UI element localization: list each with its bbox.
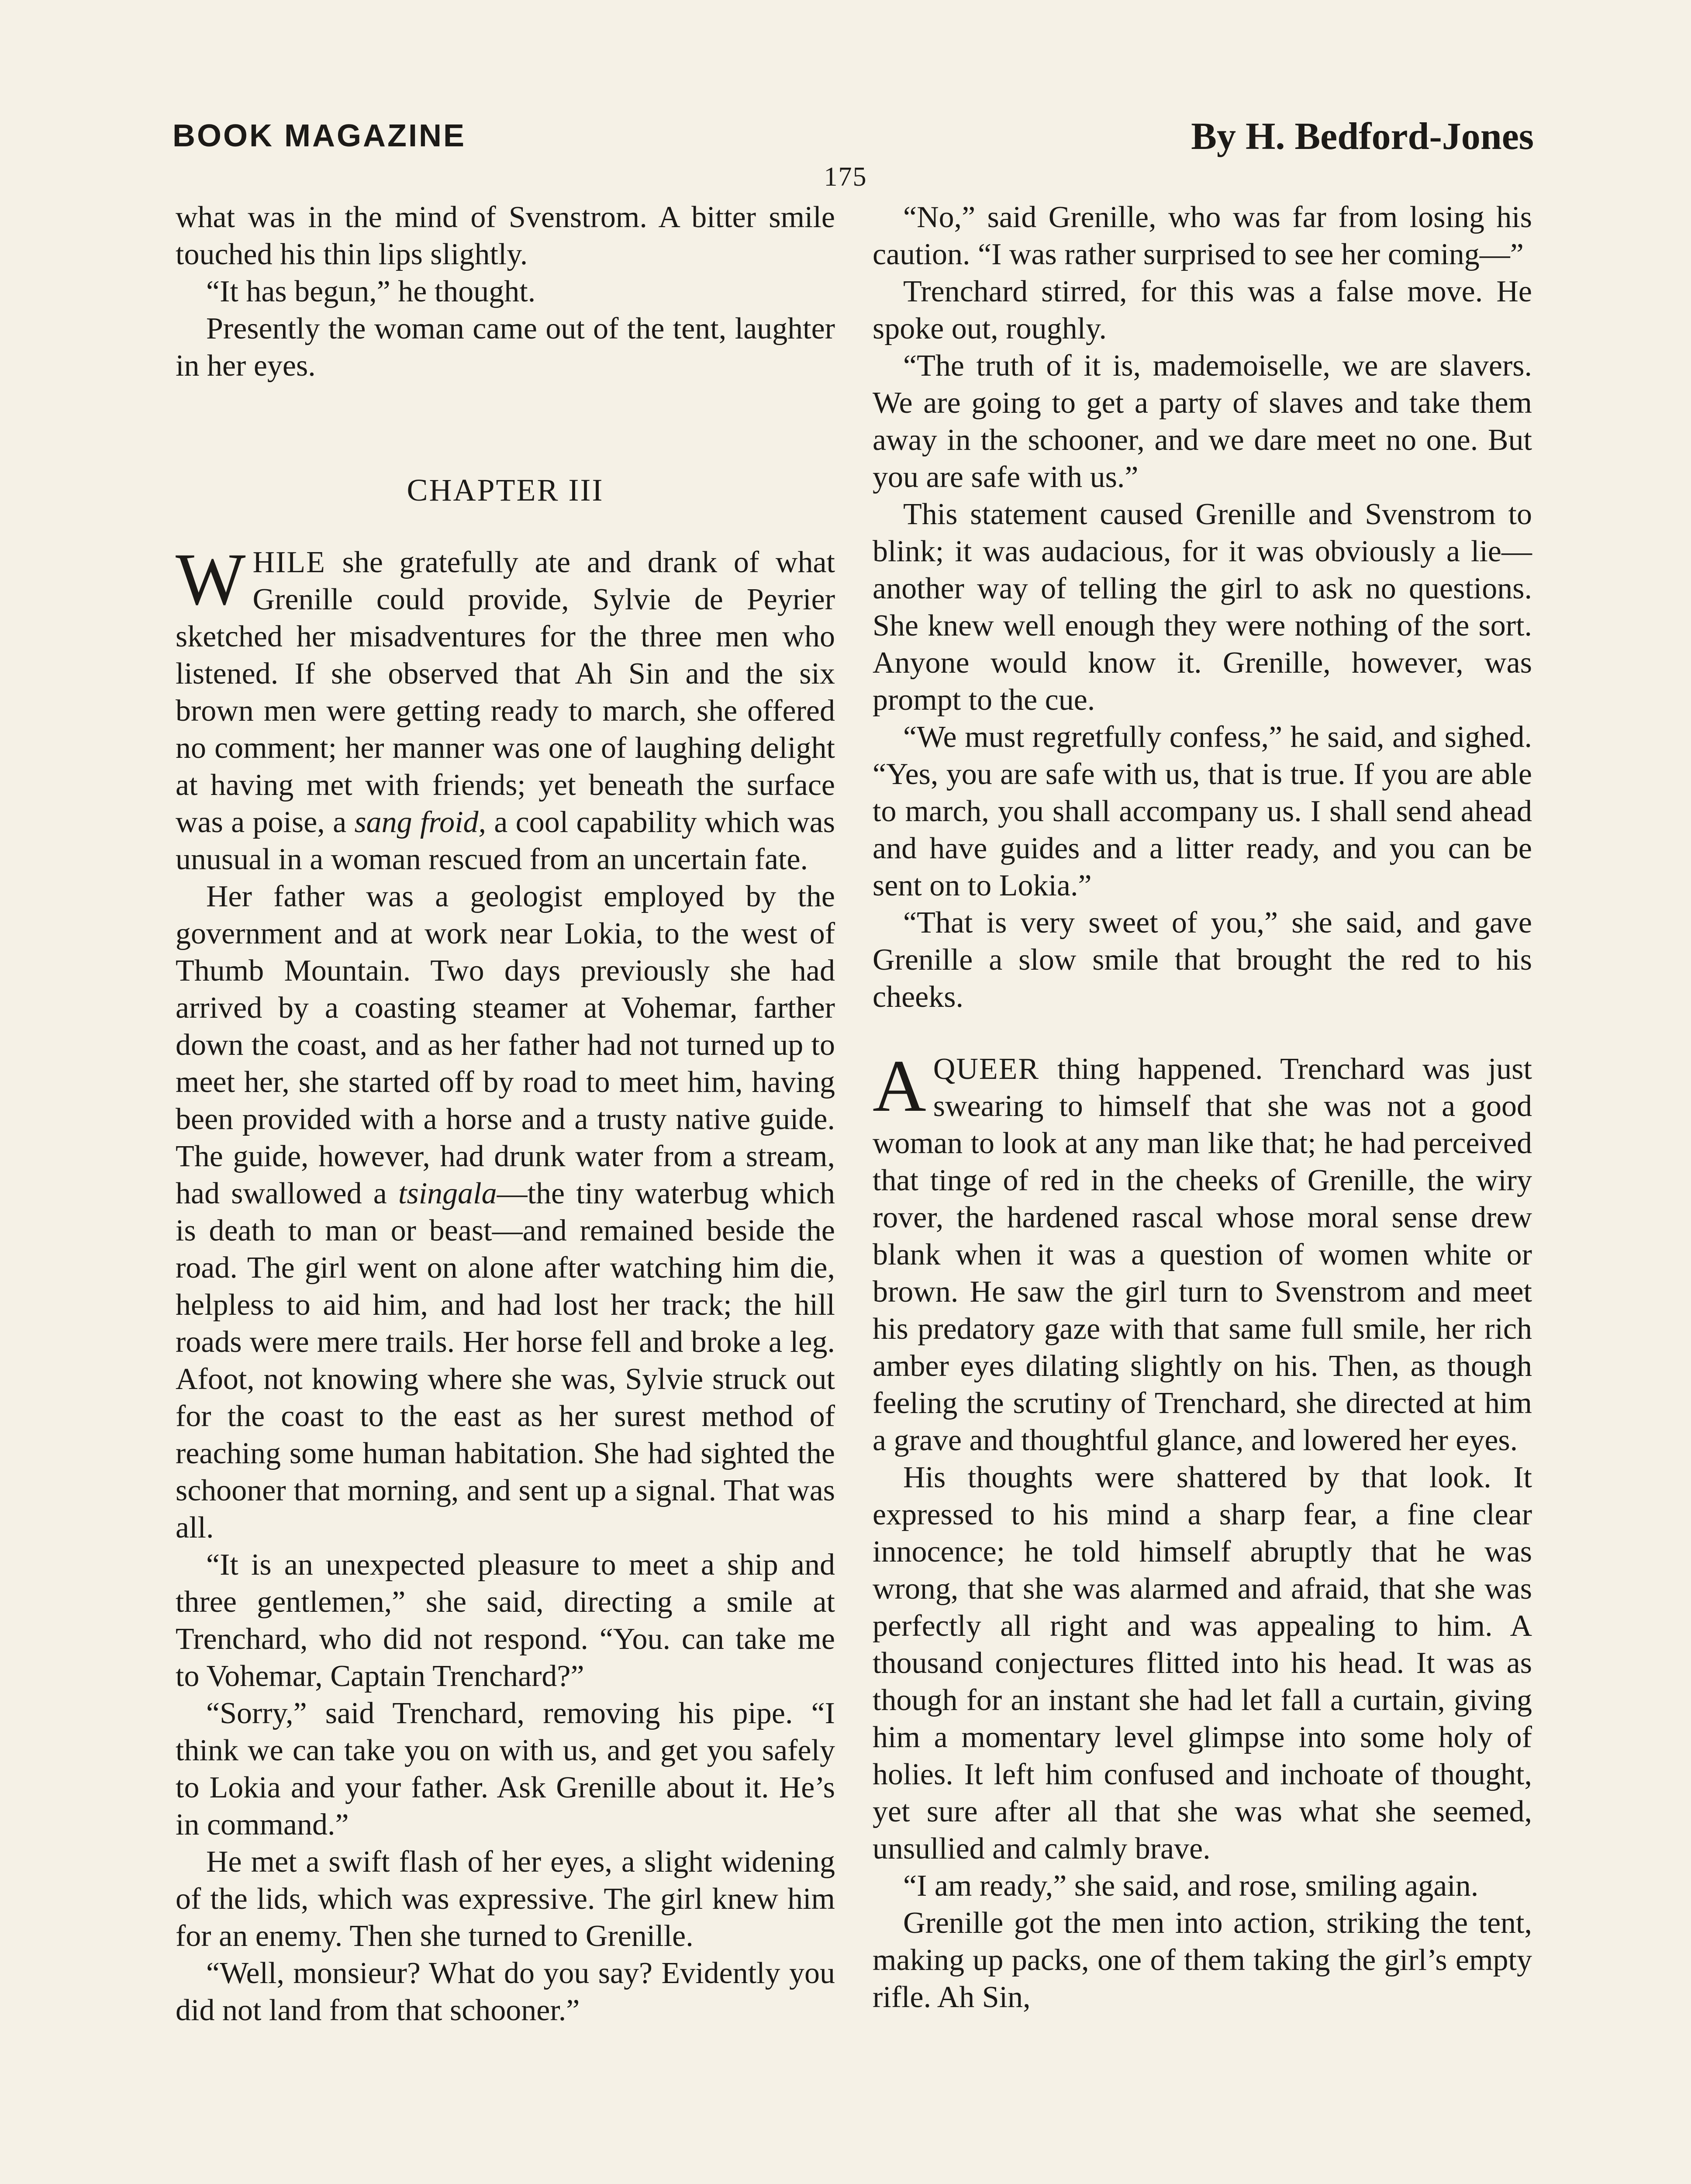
text-run: a cool capability which was unusual in a woman rescued from an uncertain fate. — [176, 805, 835, 876]
paragraph: “I am ready,” she said, and rose, smiling again. — [903, 1869, 1479, 1903]
opening-caps: HILE — [252, 546, 326, 579]
paragraph-section-opening — [873, 1045, 1532, 1459]
paragraph: what was in the mind of Svenstrom. A bitter smile touched his thin lips slightly. — [176, 200, 835, 271]
text-run: thing happened. Trenchard was just swearing to himself that she was not a good woman to look at any man like that; he had perceived that tinge of red in the cheeks of Grenille, the wiry rover, the hardened rascal whose moral sense drew blank when it was a question of women white or brown. He saw the girl turn to Svenstrom and meet his predatory gaze with that same full smile, her rich amber eyes dilating slightly on his. Then, as though feeling the scrutiny of Trenchard, she directed at him a grave and thoughtful glance, and lowered her eyes. — [873, 1052, 1532, 1457]
paragraph-chapter-opening — [176, 538, 835, 878]
paragraph: He met a swift flash of her eyes, a slight widening of the lids, which was expressive. The girl knew him for an enemy. Then she turned to Grenille. — [176, 1845, 835, 1953]
opening-caps: QUEER — [933, 1052, 1040, 1086]
page-number: 175 — [824, 162, 867, 192]
drop-cap: A — [873, 1045, 926, 1127]
paragraph: “Well, monsieur? What do you say? Evidently you did not land from that schooner.” — [176, 1956, 835, 2027]
italic-word: tsingala — [398, 1177, 497, 1210]
paragraph — [176, 878, 835, 1546]
italic-phrase: sang froid, — [354, 805, 487, 839]
paragraph: Grenille got the men into action, striking the tent, making up packs, one of them taking the girl’s empty rifle. Ah Sin, — [873, 1906, 1532, 2014]
left-column — [176, 199, 835, 2029]
paragraph: “No,” said Grenille, who was far from losing his caution. “I was rather surprised to see her coming—” — [873, 200, 1532, 271]
paragraph: His thoughts were shattered by that look. It expressed to his mind a sharp fear, a fine clear innocence; he told himself abruptly that he was wrong, that she was alarmed and afraid, that she was perfectly all right and was appealing to him. A thousand conjectures flitted into his head. It was as though for an instant she had let fall a curtain, giving him a momentary level glimpse into some holy of holies. It left him confused and inchoate of thought, yet sure after all that she was what she seemed, unsullied and calmly brave. — [873, 1461, 1532, 1866]
running-head-author: By H. Bedford-Jones — [1191, 115, 1534, 158]
paragraph: “We must regretfully confess,” he said, and sighed. “Yes, you are safe with us, that is true. If you are able to march, you shall accompany us. I shall send ahead and have guides and a litter ready, and you can be sent on to Lokia.” — [873, 720, 1532, 902]
paragraph: “It is an unexpected pleasure to meet a ship and three gentlemen,” she said, directing a smile at Trenchard, who did not respond. “You. can take me to Vohemar, Captain Trenchard?” — [176, 1548, 835, 1693]
paragraph: “It has begun,” he thought. — [206, 275, 536, 308]
section-break — [873, 1016, 1532, 1051]
paragraph: This statement caused Grenille and Svenstrom to blink; it was audacious, for it was obviously a lie—another way of telling the girl to ask no questions. She knew well enough they were nothing of the sort. Anyone would know it. Grenille, however, was prompt to the cue. — [873, 498, 1532, 717]
paragraph: Presently the woman came out of the tent, laughter in her eyes. — [176, 312, 835, 383]
chapter-heading: CHAPTER III — [407, 473, 604, 508]
paragraph: “Sorry,” said Trenchard, removing his pipe. “I think we can take you on with us, and get you safely to Lokia and your father. Ask Grenille about it. He’s in command.” — [176, 1697, 835, 1842]
paragraph: Trenchard stirred, for this was a false move. He spoke out, roughly. — [873, 275, 1532, 346]
drop-cap: W — [176, 538, 246, 620]
text-run: Her father was a geologist employed by the government and at work near Lokia, to the west of Thumb Mountain. Two days previously she had arrived by a coasting steamer at Vohemar, farther down the coast, and as her father had not turned up to meet her, she started off by road to meet him, having been provided with a horse and a trusty native guide. The guide, however, had drunk water from a stream, had swallowed a — [176, 880, 835, 1210]
text-run: she gratefully ate and drank of what Grenille could provide, Sylvie de Peyrier sketched her misadventures for the three men who listened. If she observed that Ah Sin and the six brown men were getting ready to march, she offered no comment; her manner was one of laughing delight at having met with friends; yet beneath the surface was a poise, a — [176, 546, 835, 839]
text-run: —the tiny waterbug which is death to man or beast—and remained beside the road. The girl went on alone after watching him die, helpless to aid him, and had lost her track; the hill roads were mere trails. Her horse fell and broke a leg. Afoot, not knowing where she was, Sylvie struck out for the coast to the east as her surest method of reaching some human habitation. She had sighted the schooner that morning, and sent up a signal. That was all. — [176, 1177, 835, 1545]
right-column — [873, 199, 1532, 2016]
paragraph: “That is very sweet of you,” she said, and gave Grenille a slow smile that brought the red to his cheeks. — [873, 906, 1532, 1014]
running-head-magazine: BOOK MAGAZINE — [173, 118, 466, 153]
paragraph: “The truth of it is, mademoiselle, we are slavers. We are going to get a party of slaves and take them away in the schooner, and we dare meet no one. But you are safe with us.” — [873, 349, 1532, 494]
